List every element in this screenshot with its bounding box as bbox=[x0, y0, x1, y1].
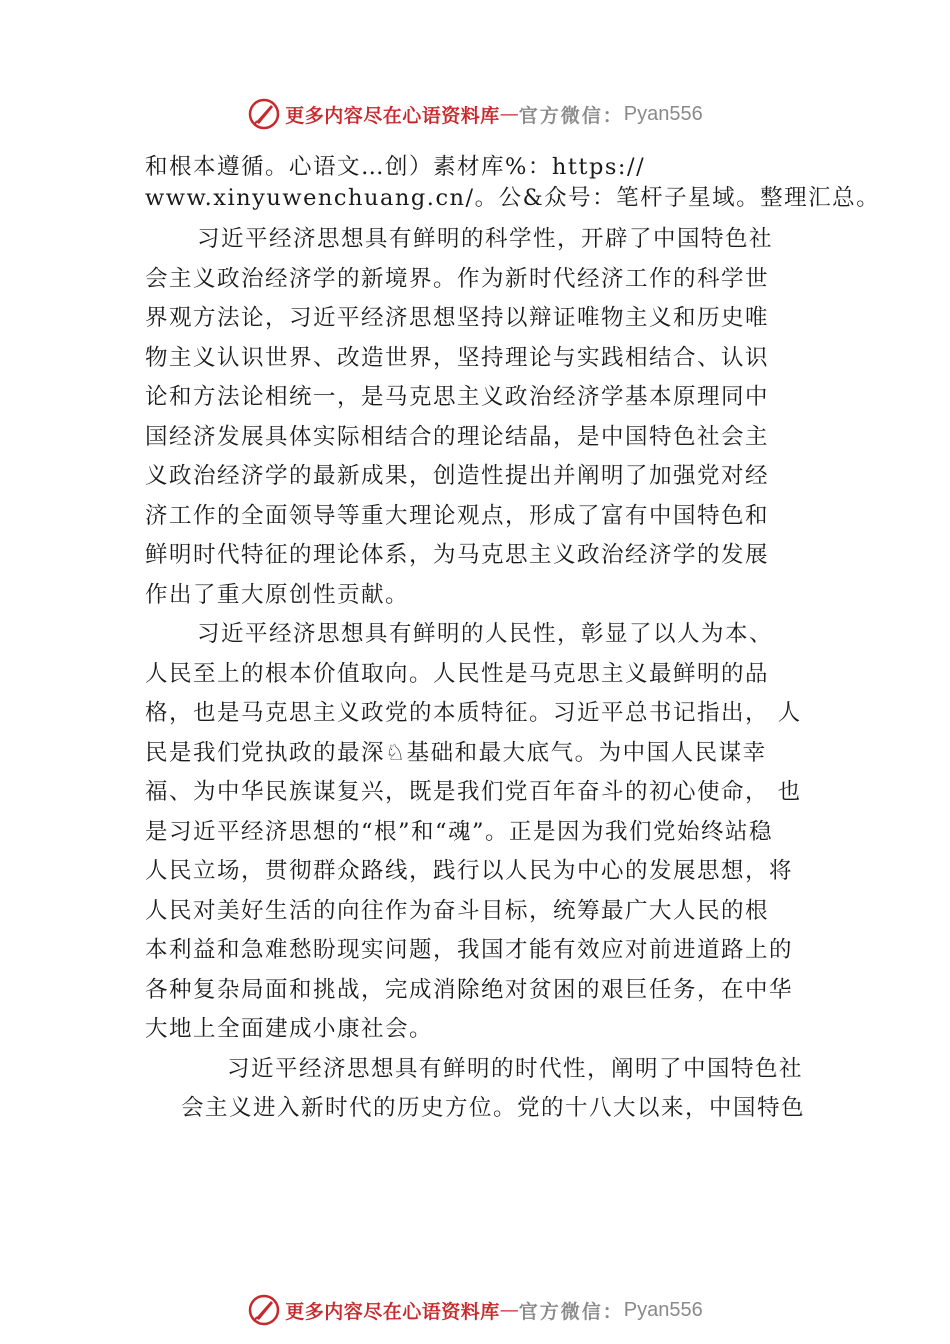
text-line: 格，也是马克思主义政党的本质特征。习近平总书记指出， 人 bbox=[145, 700, 802, 726]
text-line: 作出了重大原创性贡献。 bbox=[145, 581, 410, 608]
text-line: 鲜明时代特征的理论体系，为马克思主义政治经济学的发展 bbox=[145, 542, 770, 568]
paragraph-people bbox=[145, 615, 845, 1050]
paragraph-scientific bbox=[145, 220, 845, 615]
text-line: 习近平经济思想具有鲜明的时代性，阐明了中国特色社 bbox=[227, 1055, 804, 1082]
source-line: www.xinyuwenchuang.cn/。公&众号：笔杆子星域。整理汇总。 bbox=[145, 185, 881, 211]
text-line: 大地上全面建成小康社会。 bbox=[145, 1016, 434, 1042]
text-line: 人民至上的根本价值取向。人民性是马克思主义最鲜明的品 bbox=[145, 660, 770, 687]
quill-seal-logo-icon bbox=[247, 1293, 281, 1327]
text-line: 本利益和急难愁盼现实问题，我国才能有效应对前进道路上的 bbox=[145, 937, 794, 963]
banner-dash: — bbox=[499, 1299, 519, 1321]
banner-wechat-id: Pyan556 bbox=[623, 102, 703, 125]
banner-wechat-label: 官方微信： bbox=[518, 1300, 624, 1323]
text-line: 义政治经济学的最新成果，创造性提出并阐明了加强党对经 bbox=[145, 463, 770, 489]
text-line: 人民对美好生活的向往作为奋斗目标，统筹最广大人民的根 bbox=[145, 897, 770, 924]
text-line: 福、为中华民族谋复兴，既是我们党百年奋斗的初心使命， 也 bbox=[145, 779, 802, 805]
footer-banner bbox=[0, 1290, 950, 1330]
text-line: 国经济发展具体实际相结合的理论结晶，是中国特色社会主 bbox=[145, 423, 770, 450]
text-line: 界观方法论，习近平经济思想坚持以辩证唯物主义和历史唯 bbox=[145, 305, 770, 331]
text-line: 习近平经济思想具有鲜明的人民性，彰显了以人为本、 bbox=[197, 621, 774, 647]
banner-site-name: 更多内容尽在心语资料库 bbox=[285, 104, 500, 127]
quill-seal-logo-icon bbox=[247, 97, 281, 131]
text-line: 会主义进入新时代的历史方位。党的十八大以来，中国特色 bbox=[181, 1095, 806, 1121]
text-line: 物主义认识世界、改造世界，坚持理论与实践相结合、认识 bbox=[145, 344, 770, 371]
source-line: 和根本遵循。心语文…创）素材库%：https:// bbox=[145, 154, 646, 180]
text-line: 民是我们党执政的最深♘基础和最大底气。为中国人民谋幸 bbox=[145, 739, 767, 766]
text-line: 论和方法论相统一，是马克思主义政治经济学基本原理同中 bbox=[145, 384, 770, 410]
text-line: 会主义政治经济学的新境界。作为新时代经济工作的科学世 bbox=[145, 265, 770, 292]
text-line: 人民立场，贯彻群众路线，践行以人民为中心的发展思想，将 bbox=[145, 858, 794, 884]
text-line: 各种复杂局面和挑战，完成消除绝对贫困的艰巨任务，在中华 bbox=[145, 976, 794, 1003]
paragraph-era bbox=[145, 1050, 845, 1129]
text-line: 济工作的全面领导等重大理论观点，形成了富有中国特色和 bbox=[145, 502, 770, 529]
text-line: 习近平经济思想具有鲜明的科学性，开辟了中国特色社 bbox=[197, 226, 774, 252]
banner-wechat-id: Pyan556 bbox=[623, 1298, 703, 1321]
banner-site-name: 更多内容尽在心语资料库 bbox=[285, 1300, 500, 1323]
banner-dash: — bbox=[499, 103, 519, 125]
banner-wechat-label: 官方微信： bbox=[518, 104, 624, 127]
text-line: 是习近平经济思想的“根”和“魂”。正是因为我们党始终站稳 bbox=[145, 818, 774, 845]
header-banner bbox=[0, 94, 950, 134]
document-body bbox=[145, 152, 881, 1129]
